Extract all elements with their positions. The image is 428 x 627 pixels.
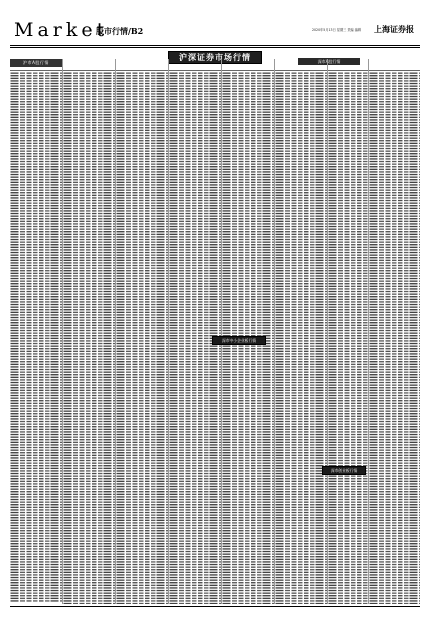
table-column-2 bbox=[63, 59, 116, 604]
mid-section-header: 深市中小企业板行情 bbox=[212, 336, 266, 345]
masthead bbox=[10, 17, 420, 45]
stock-rows bbox=[328, 72, 368, 604]
stock-rows bbox=[369, 72, 420, 604]
column-subheader bbox=[116, 67, 168, 71]
right-section-header: 深市A股行情 bbox=[298, 58, 360, 65]
column-subheader bbox=[328, 67, 368, 71]
stock-rows bbox=[63, 72, 115, 604]
footer-rule bbox=[10, 606, 420, 607]
column-subheader bbox=[63, 67, 115, 71]
table-column-4 bbox=[169, 59, 222, 604]
column-subheader bbox=[222, 67, 274, 71]
bottom-section-header: 深市创业板行情 bbox=[322, 466, 366, 475]
column-header: 沪市A股行情 bbox=[10, 59, 62, 67]
column-subheader bbox=[275, 67, 327, 71]
newspaper-name: 上海证券报 bbox=[374, 24, 414, 34]
page-banner: 沪深证券市场行情 bbox=[168, 51, 262, 64]
column-subheader bbox=[10, 67, 62, 71]
column-subheader bbox=[169, 67, 221, 71]
table-column-7 bbox=[328, 59, 369, 604]
table-column-1 bbox=[10, 59, 63, 604]
stock-rows bbox=[10, 72, 62, 602]
table-column-3 bbox=[116, 59, 169, 604]
column-subheader bbox=[369, 67, 420, 71]
stock-rows bbox=[116, 72, 168, 604]
table-column-6 bbox=[275, 59, 328, 604]
table-column-5 bbox=[222, 59, 275, 604]
stock-rows bbox=[275, 72, 327, 604]
dateline: 2020年5月13日 星期三 责编 编辑 bbox=[312, 28, 362, 32]
table-column-8 bbox=[369, 59, 420, 604]
brand-title: Market bbox=[14, 19, 109, 41]
section-title: 股市行情/B2 bbox=[96, 26, 144, 36]
header-rule bbox=[10, 45, 420, 46]
header-rule-thin bbox=[10, 47, 420, 48]
